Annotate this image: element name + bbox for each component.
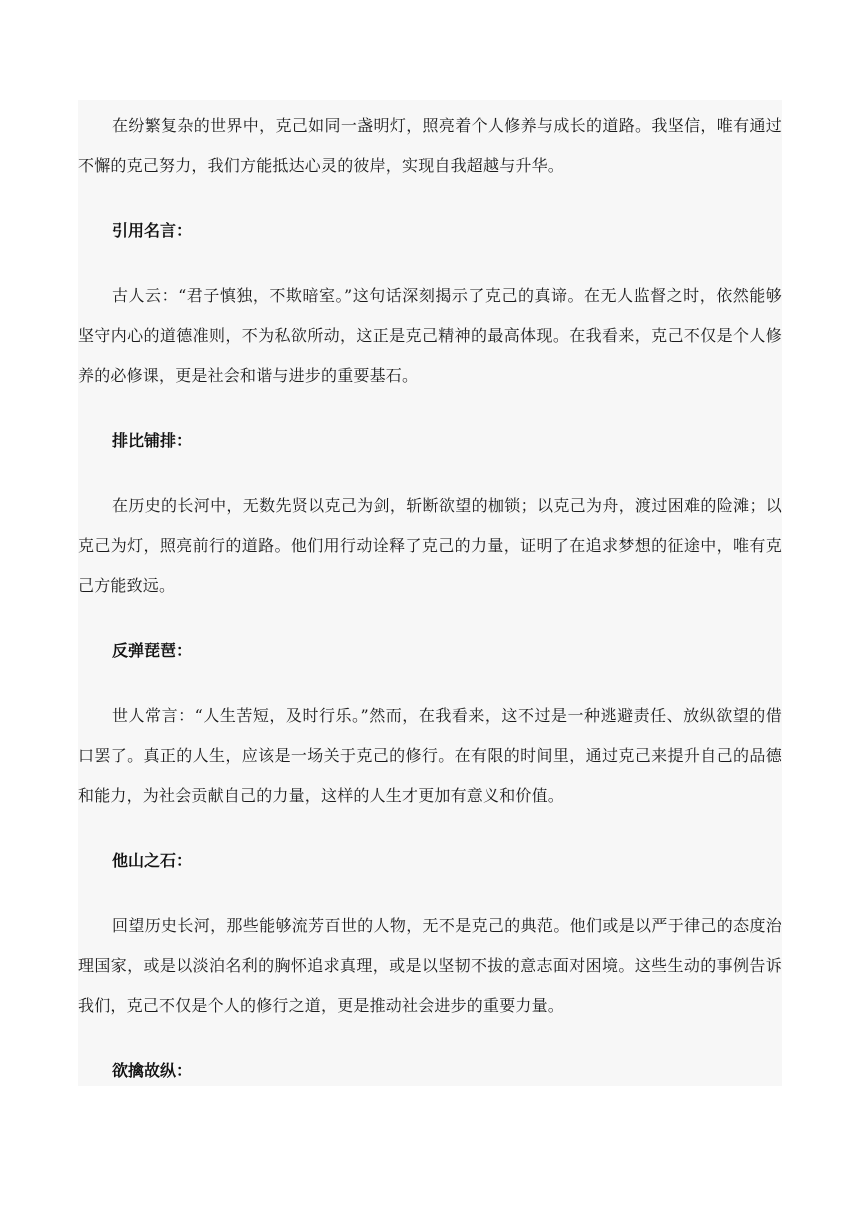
section-paragraph-quote: 古人云：“君子慎独，不欺暗室。”这句话深刻揭示了克己的真谛。在无人监督之时，依然能够坚守内心的道德准则，不为私欲所动，这正是克己精神的最高体现。在我看来，克己不仅是个人修养的必修课，更是社会和谐与进步的重要基石。 [78, 286, 782, 385]
spacer [78, 186, 782, 211]
section-paragraph-examples: 回望历史长河，那些能够流芳百世的人物，无不是克己的典范。他们或是以严于律己的态度治理国家，或是以淡泊名利的胸怀追求真理，或是以坚韧不拔的意志面对困境。这些生动的事例告诉我们，克己不仅是个人的修行之道，更是推动社会进步的重要力量。 [78, 916, 782, 1015]
section-heading-reverse: 欲擒故纵： [112, 1061, 193, 1080]
section-heading-examples: 他山之石： [112, 851, 193, 870]
intro-paragraph: 在纷繁复杂的世界中，克己如同一盏明灯，照亮着个人修养与成长的道路。我坚信，唯有通过不懈的克己努力，我们方能抵达心灵的彼岸，实现自我超越与升华。 [78, 116, 782, 175]
section-paragraph-contrarian: 世人常言：“人生苦短，及时行乐。”然而，在我看来，这不过是一种逃避责任、放纵欲望的借口罢了。真正的人生，应该是一场关于克己的修行。在有限的时间里，通过克己来提升自己的品德和能力，为社会贡献自己的力量，这样的人生才更加有意义和价值。 [78, 706, 782, 805]
spacer [78, 461, 782, 486]
section-heading-contrarian: 反弹琵琶： [112, 641, 193, 660]
spacer [78, 1026, 782, 1051]
spacer [78, 396, 782, 421]
spacer [78, 816, 782, 841]
spacer [78, 881, 782, 906]
spacer [78, 606, 782, 631]
section-heading-parallelism: 排比铺排： [112, 431, 193, 450]
spacer [78, 251, 782, 276]
section-heading-quote: 引用名言： [112, 221, 193, 240]
document-content [78, 100, 782, 1086]
spacer [78, 671, 782, 696]
section-paragraph-parallelism: 在历史的长河中，无数先贤以克己为剑，斩断欲望的枷锁；以克己为舟，渡过困难的险滩；以克己为灯，照亮前行的道路。他们用行动诠释了克己的力量，证明了在追求梦想的征途中，唯有克己方能致远。 [78, 496, 782, 595]
